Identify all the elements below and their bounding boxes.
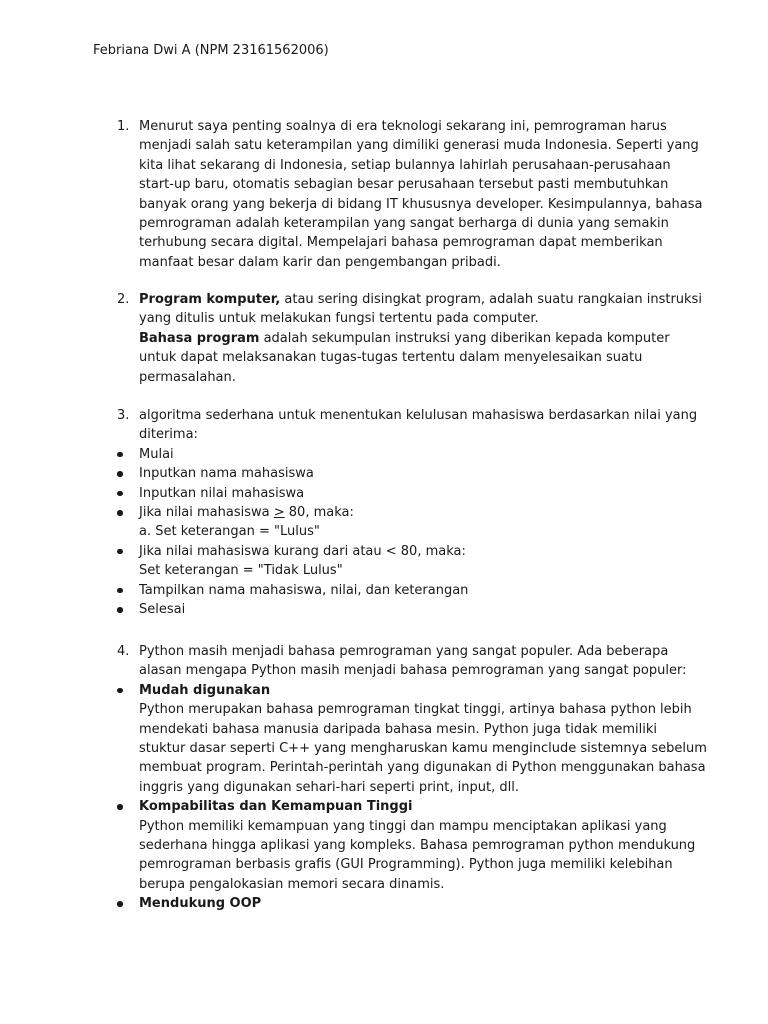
list-item-sub: Set keterangan = "Tidak Lulus" bbox=[139, 563, 343, 579]
algorithm-steps bbox=[139, 445, 707, 620]
definition-program bbox=[139, 290, 707, 329]
greater-equal-sign: > bbox=[273, 505, 285, 521]
reason-title: Mudah digunakan bbox=[139, 682, 271, 698]
reason-text: Python memiliki kemampuan yang tinggi dan mampu menciptakan aplikasi yang sederhana hingga aplikasi yang kompleks. Bahasa pemrograman python mendukung pemrograman berbasis grafis (GUI Programming). Python juga memiliki kelebihan berupa pengalokasian memori secara dinamis. bbox=[139, 818, 696, 892]
reason-text: Python merupakan bahasa pemrograman tingkat tinggi, artinya bahasa python lebih mendekati bahasa manusia daripada bahasa mesin. Python juga tidak memiliki stuktur dasar seperti C++ yang mengharuskan kamu menginclude sistemnya sebelum membuat program. Perintah-perintah yang digunakan di Python menggunakan bahasa inggris yang digunakan sehari-hari seperti print, input, dll. bbox=[139, 702, 707, 795]
algorithm-intro: algoritma sederhana untuk menentukan kelulusan mahasiswa berdasarkan nilai yang diterima: bbox=[139, 408, 698, 443]
python-intro: Python masih menjadi bahasa pemrograman yang sangat populer. Ada beberapa alasan mengapa Python masih menjadi bahasa pemrograman yang sangat populer: bbox=[139, 644, 687, 679]
answer-number: 2. bbox=[117, 292, 130, 307]
list-item bbox=[139, 797, 707, 894]
list-item-sub: a. Set keterangan = "Lulus" bbox=[139, 524, 320, 540]
definition-bahasa-text: adalah sekumpulan instruksi yang diberikan kepada komputer untuk dapat melaksanakan tugas-tugas tertentu dalam menyelesaikan suatu permasalahan. bbox=[139, 330, 670, 385]
python-reasons bbox=[139, 681, 707, 914]
definition-bahasa-program bbox=[139, 329, 707, 387]
list-item: Mulai bbox=[139, 445, 707, 464]
list-item: Jika nilai mahasiswa > 80, maka: a. Set keterangan = "Lulus" bbox=[139, 503, 707, 542]
list-item bbox=[139, 681, 707, 797]
list-item: Selesai bbox=[139, 600, 707, 619]
answer-number: 4. bbox=[117, 644, 130, 659]
answer-number: 1. bbox=[117, 119, 130, 134]
list-item: Inputkan nilai mahasiswa bbox=[139, 484, 707, 503]
document-header-author: Febriana Dwi A (NPM 23161562006) bbox=[93, 43, 329, 58]
term-program-komputer: Program komputer, bbox=[139, 292, 281, 307]
definition-program-text: atau sering disingkat program, adalah suatu rangkaian instruksi yang ditulis untuk melakukan fungsi tertentu pada computer. bbox=[139, 292, 702, 327]
list-item: Tampilkan nama mahasiswa, nilai, dan keterangan bbox=[139, 581, 707, 600]
reason-title: Kompabilitas dan Kemampuan Tinggi bbox=[139, 799, 413, 815]
answer-2 bbox=[117, 290, 707, 387]
term-bahasa-program: Bahasa program bbox=[139, 330, 260, 346]
answer-4 bbox=[117, 642, 707, 914]
list-item: Jika nilai mahasiswa kurang dari atau < 80, maka: Set keterangan = "Tidak Lulus" bbox=[139, 542, 707, 581]
list-item bbox=[139, 894, 707, 913]
reason-title: Mendukung OOP bbox=[139, 896, 262, 912]
answer-3 bbox=[117, 406, 707, 619]
answer-1 bbox=[117, 117, 707, 272]
list-item: Inputkan nama mahasiswa bbox=[139, 464, 707, 483]
answer-number: 3. bbox=[117, 408, 130, 423]
answer-1-text: Menurut saya penting soalnya di era teknologi sekarang ini, pemrograman harus menjadi salah satu keterampilan yang dimiliki generasi muda Indonesia. Seperti yang kita lihat sekarang di Indonesia, setiap bulannya lahirlah perusahaan-perusahaan start-up baru, otomatis sebagian besar perusahaan tersebut pasti membutuhkan banyak orang yang bekerja di bidang IT khususnya developer. Kesimpulannya, bahasa pemrograman adalah keterampilan yang sangat berharga di dunia yang semakin terhubung secara digital. Mempelajari bahasa pemrograman dapat memberikan manfaat besar dalam karir dan pengembangan pribadi. bbox=[139, 119, 703, 270]
